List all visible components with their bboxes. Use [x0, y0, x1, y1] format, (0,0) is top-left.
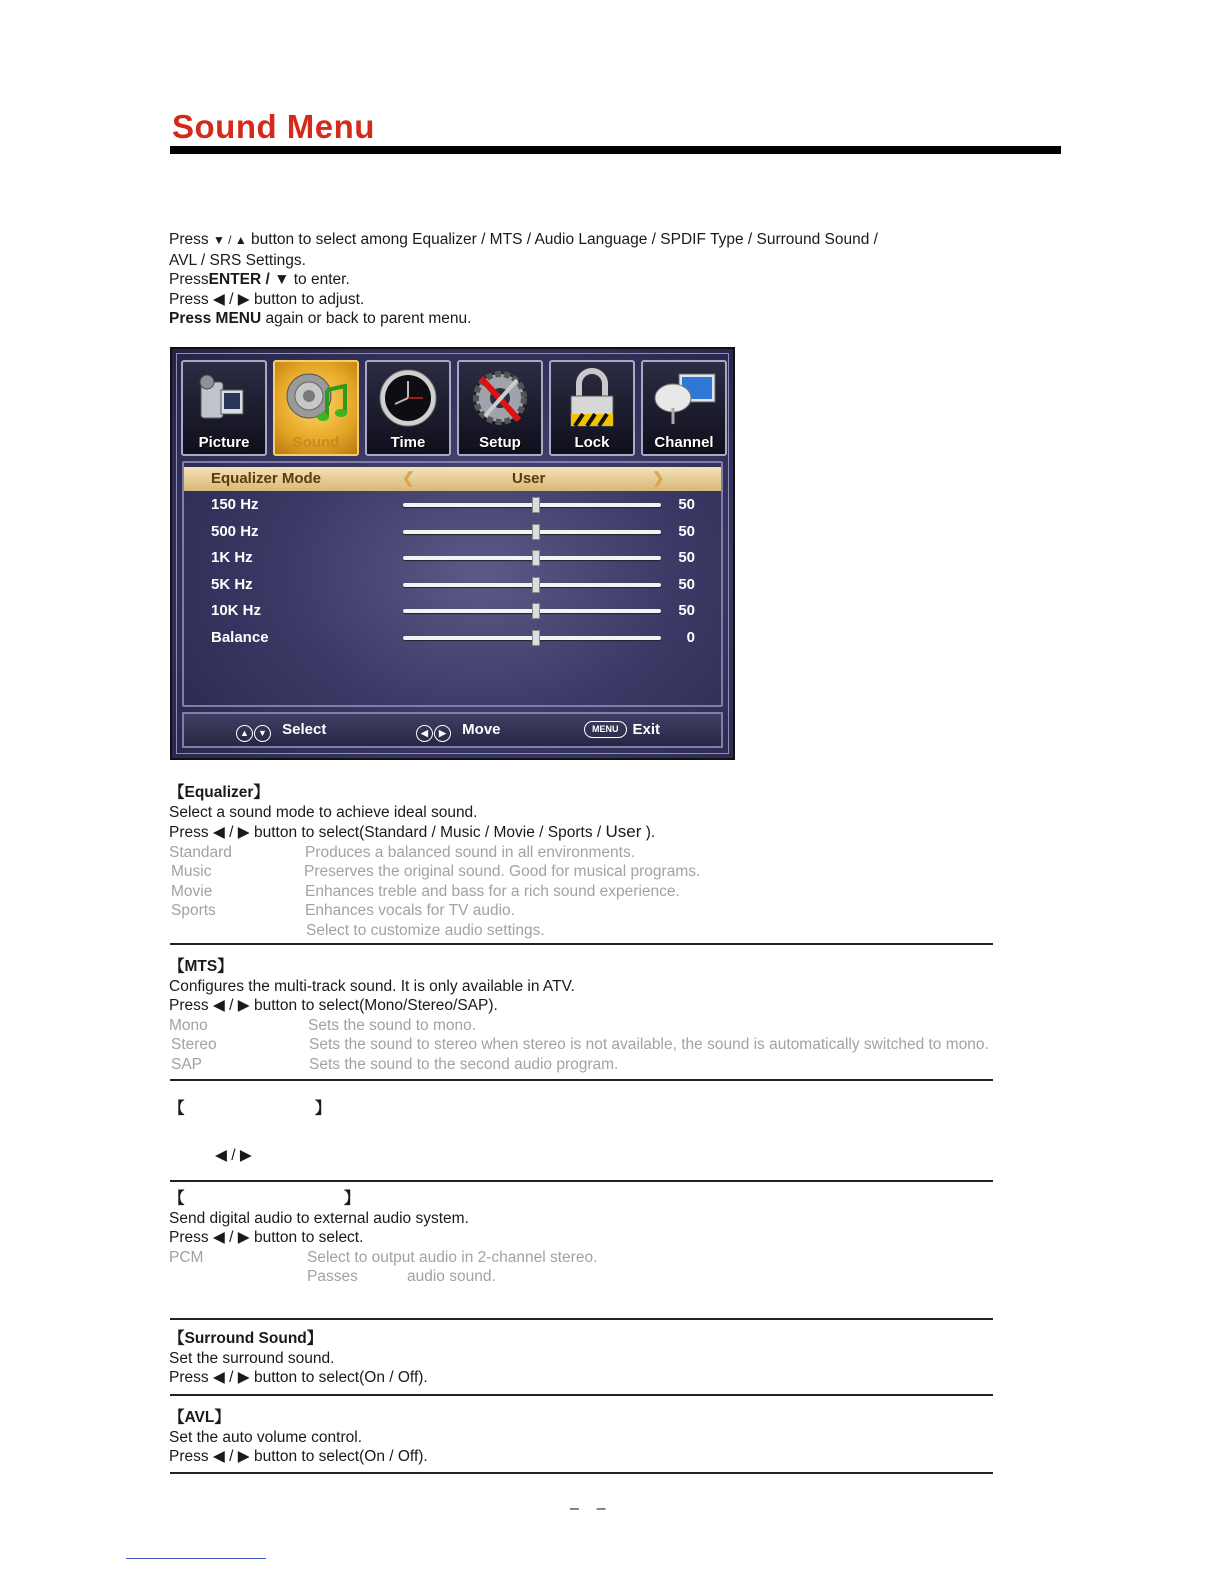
title-rule: [170, 146, 1061, 154]
gear-tools-icon: [467, 368, 533, 430]
section-surround-sound: [169, 1329, 428, 1388]
section-press-line: Press ◀ / ▶ button to select(Standard / Music / Movie / Sports / User ).: [169, 822, 656, 841]
tab-time[interactable]: Time: [365, 360, 451, 456]
section-audio-language: [169, 1099, 331, 1165]
osd-row-equalizer-mode[interactable]: Equalizer Mode ❮ User ❯: [184, 467, 721, 491]
section-press-line: Press ◀ / ▶ button to select(On / Off).: [169, 1369, 428, 1386]
slider-500hz[interactable]: [403, 530, 661, 534]
page-title: Sound Menu: [172, 108, 375, 145]
slider-knob[interactable]: [532, 524, 540, 540]
slider-balance[interactable]: [403, 636, 661, 640]
osd-right-arrow-icon[interactable]: ❯: [652, 470, 665, 487]
intro-line-4: Press ◀ / ▶ button to adjust.: [169, 290, 365, 308]
page-number: – –: [570, 1500, 606, 1517]
section-heading: 【Equalizer】: [169, 784, 269, 801]
intro-line-5: Press MENU again or back to parent menu.: [169, 310, 472, 327]
osd-footer-hints: [182, 712, 723, 748]
left-arrow-icon: ◀: [416, 725, 433, 742]
section-description: Select a sound mode to achieve ideal sound.: [169, 803, 478, 821]
section-description: Set the surround sound.: [169, 1349, 335, 1367]
slider-knob[interactable]: [532, 550, 540, 566]
osd-row-10khz[interactable]: 10K Hz 50: [211, 602, 695, 619]
section-spdif: [169, 1189, 598, 1287]
option-row: SAP Sets the sound to the second audio program.: [171, 1055, 619, 1073]
section-press-line: Press ◀ / ▶ button to select(On / Off).: [169, 1448, 428, 1465]
section-heading: 【MTS】: [169, 958, 233, 975]
tab-picture[interactable]: Picture: [181, 360, 267, 456]
section-divider: [170, 1472, 993, 1474]
satellite-dish-icon: [651, 368, 717, 430]
footer-rule: [126, 1558, 266, 1559]
intro-line-1: Press ▼ / ▲ button to select among Equalizer / MTS / Audio Language / SPDIF Type / Surround Sound /: [169, 231, 878, 248]
tab-channel[interactable]: Channel: [641, 360, 727, 456]
section-heading: 【 】: [169, 1190, 360, 1207]
option-row: Movie Enhances treble and bass for a rich sound experience.: [171, 882, 680, 900]
section-heading: 【Surround Sound】: [169, 1330, 323, 1347]
right-arrow-icon: ▶: [434, 725, 451, 742]
osd-frame: [176, 353, 729, 754]
section-mts: [169, 957, 989, 1074]
hint-move: ◀ ▶ Move: [416, 721, 501, 742]
osd-settings-list: [182, 461, 723, 707]
section-divider: [170, 1079, 993, 1081]
osd-sound-menu-screenshot: [170, 347, 735, 760]
option-row: Music Preserves the original sound. Good for musical programs.: [171, 863, 701, 880]
down-arrow-icon: ▼: [254, 725, 271, 742]
intro-instructions: [169, 230, 878, 329]
section-avl: [169, 1408, 428, 1467]
padlock-icon: [559, 368, 625, 430]
option-row: Passes audio sound.: [307, 1268, 496, 1285]
slider-1khz[interactable]: [403, 556, 661, 560]
slider-knob[interactable]: [532, 577, 540, 593]
option-row: Stereo Sets the sound to stereo when stereo is not available, the sound is automatically switched to mono.: [171, 1036, 989, 1053]
osd-row-150hz[interactable]: 150 Hz 50: [211, 496, 695, 513]
slider-knob[interactable]: [532, 603, 540, 619]
tab-lock[interactable]: Lock: [549, 360, 635, 456]
up-arrow-icon: ▲: [236, 725, 253, 742]
slider-10khz[interactable]: [403, 609, 661, 613]
section-description: Configures the multi-track sound. It is only available in ATV.: [169, 977, 575, 995]
clock-icon: [375, 368, 441, 430]
intro-line-3: PressENTER / ▼ to enter.: [169, 271, 350, 288]
section-press-line: Press ◀ / ▶ button to select.: [169, 1229, 364, 1246]
section-description: Send digital audio to external audio system.: [169, 1209, 469, 1227]
slider-knob[interactable]: [532, 497, 540, 513]
section-heading: 【AVL】: [169, 1409, 230, 1426]
osd-left-arrow-icon[interactable]: ❮: [402, 470, 415, 487]
osd-row-balance[interactable]: Balance 0: [211, 629, 695, 646]
osd-row-500hz[interactable]: 500 Hz 50: [211, 523, 695, 540]
menu-key-icon: MENU: [584, 721, 627, 738]
intro-line-2: AVL / SRS Settings.: [169, 251, 306, 269]
section-press-arrows: ◀ / ▶: [215, 1146, 252, 1164]
option-row: Standard Produces a balanced sound in all environments.: [169, 843, 636, 861]
option-row: Mono Sets the sound to mono.: [169, 1016, 477, 1034]
camcorder-icon: [191, 368, 257, 430]
slider-5khz[interactable]: [403, 583, 661, 587]
section-press-line: Press ◀ / ▶ button to select(Mono/Stereo/SAP).: [169, 997, 498, 1014]
section-description: Set the auto volume control.: [169, 1428, 363, 1446]
hint-select: ▲ ▼ Select: [236, 721, 326, 742]
hint-exit: MENU Exit: [584, 721, 660, 738]
tab-setup[interactable]: Setup: [457, 360, 543, 456]
slider-knob[interactable]: [532, 630, 540, 646]
section-divider: [170, 943, 993, 945]
speaker-music-icon: [283, 368, 349, 430]
tab-sound[interactable]: Sound: [273, 360, 359, 456]
section-divider: [170, 1318, 993, 1320]
slider-150hz[interactable]: [403, 503, 661, 507]
section-heading: 【 】: [169, 1100, 331, 1117]
section-divider: [170, 1394, 993, 1396]
osd-row-1khz[interactable]: 1K Hz 50: [211, 549, 695, 566]
osd-row-5khz[interactable]: 5K Hz 50: [211, 576, 695, 593]
option-row: PCM Select to output audio in 2-channel stereo.: [169, 1248, 598, 1266]
option-row: Sports Enhances vocals for TV audio.: [171, 902, 515, 919]
option-row: Select to customize audio settings.: [306, 921, 545, 939]
section-divider: [170, 1180, 993, 1182]
section-equalizer: [169, 783, 701, 940]
